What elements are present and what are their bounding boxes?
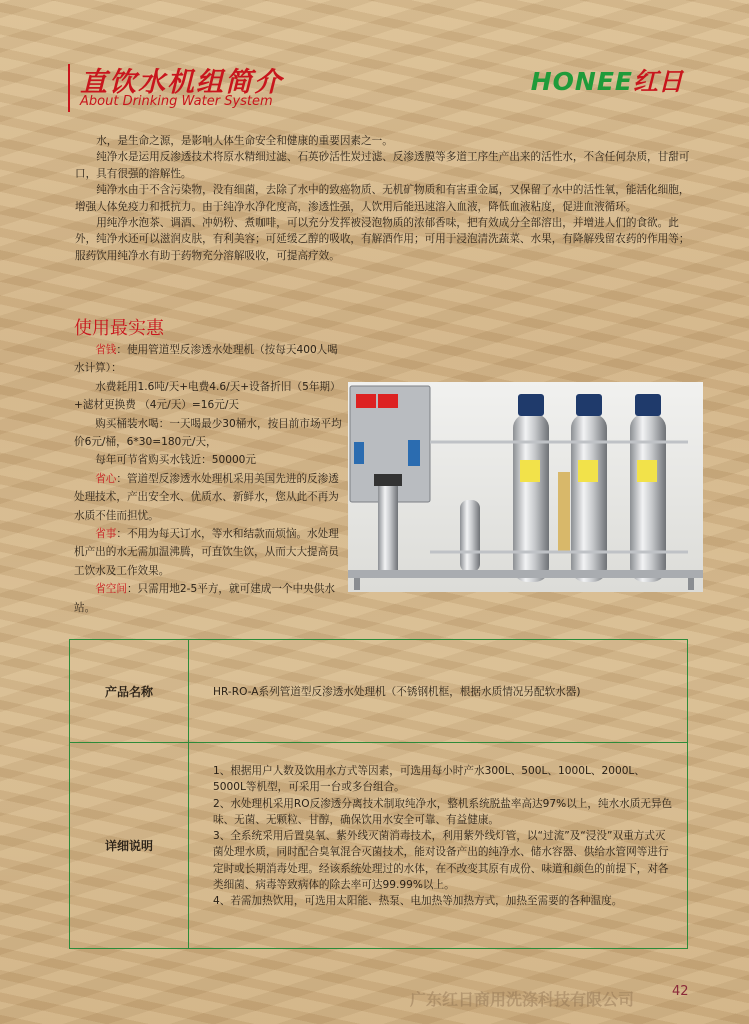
detail-item: 4、若需加热饮用，可选用太阳能、热泵、电加热等加热方式，加热至需要的各种温度。 <box>213 895 623 908</box>
brand-logo-en: HONEE <box>530 67 633 96</box>
detail-item: 1、根据用户人数及饮用水方式等因素，可选用每小时产水300L、500L、1000L、2000L、5000L等机型，可采用一台或多台组合。 <box>213 765 645 794</box>
cost-line: 水费耗用1.6吨/天+电费4.6/天+设备折旧（5年期）+滤材更换费 （4元/天）=16元/天 <box>74 380 341 412</box>
benefit-keyword: 省空间 <box>95 583 127 596</box>
benefit-save-effort <box>74 525 342 580</box>
benefit-keyword: 省事 <box>95 528 117 541</box>
details-value <box>189 743 688 949</box>
intro-paragraph: 用纯净水泡茶、调酒、冲奶粉、煮咖啡，可以充分发挥被浸泡物质的浓郁香味，把有效成分全部溶出，并增进人们的食欲。此外，纯净水还可以滋润皮肤，有利美容；可延缓乙醇的吸收，有解酒作用；可用于浸泡清洗蔬菜、水果，有降解残留农药的作用等；服药饮用纯净水有助于药物充分溶解吸收，可提高疗效。 <box>75 217 690 262</box>
intro-paragraph: 纯净水是运用反渗透技术将原水精细过滤、石英砂活性炭过滤、反渗透膜等多道工序生产出来的活性水，不含任何杂质，甘甜可口，具有很强的溶解性。 <box>75 151 690 180</box>
table-row <box>70 743 688 949</box>
intro-paragraph: 水，是生命之源，是影响人体生命安全和健康的重要因素之一。 <box>96 135 393 147</box>
benefit-save-space <box>74 580 342 617</box>
benefit-text: ：使用管道型反渗透水处理机（按每天400人喝水计算）： <box>74 344 338 375</box>
detail-item: 3、全系统采用后置臭氧、紫外线灭菌消毒技术，利用紫外线灯管，以“过流”及“浸没”双重方式灭菌处理水质，同时配合臭氧混合灭菌技术，能对设备产出的纯净水、储水容器、供给水管网等进行定时或长期消毒处理。经该系统处理过的水体，在不改变其原有成份、味道和颜色的前提下，对各类细菌、病毒等致病体的除去率可达99.99%以上。 <box>213 830 669 892</box>
benefits-list <box>74 341 342 617</box>
benefit-save-worry <box>74 470 342 525</box>
intro-paragraph: 纯净水由于不含污染物，没有细菌，去除了水中的致癌物质、无机矿物质和有害重金属，又保留了水中的活性氧，能活化细胞，增强人体免疫力和抵抗力。由于纯净水净化度高，渗透性强，人饮用后能迅速溶入血液，降低血液粘度，促进血液循环。 <box>75 184 690 213</box>
benefit-text: ：管道型反渗透水处理机采用美国先进的反渗透处理技术，产出安全水、优质水、新鲜水，您从此不再为水质不佳而担忧。 <box>74 472 339 522</box>
intro-text <box>75 133 700 264</box>
detail-item: 2、水处理机采用RO反渗透分离技术制取纯净水，整机系统脱盐率高达97%以上，纯水水质无异色味、无菌、无颗粒、甘醇，确保饮用水安全可靠、有益健康。 <box>213 797 673 826</box>
cost-line: 每年可节省购买水钱近：50000元 <box>95 454 257 467</box>
benefit-save-money <box>74 341 342 378</box>
benefit-keyword: 省心 <box>95 472 117 485</box>
table-row <box>70 640 688 743</box>
benefit-text: ：不用为每天订水，等水和结款而烦恼。水处理机产出的水无需加温沸腾，可直饮生饮，从而大大提高员工饮水及工作效果。 <box>74 528 339 577</box>
cost-line: 购买桶装水喝：一天喝最少30桶水，按目前市场平均价6元/桶，6*30=180元/天， <box>74 417 342 449</box>
benefit-keyword: 省钱 <box>95 344 117 356</box>
spec-table <box>69 639 688 949</box>
page-title: 直饮水机组简介 <box>80 67 283 98</box>
water-treatment-machine-image <box>348 382 703 592</box>
product-name-label: 产品名称 <box>70 640 189 743</box>
footer-company-watermark: 广东红日商用洗涤科技有限公司 <box>410 990 635 1009</box>
benefit-text: ：只需用地2-5平方，就可建成一个中央供水站。 <box>74 583 335 614</box>
details-label: 详细说明 <box>70 743 189 949</box>
section-title: 使用最实惠 <box>74 318 164 339</box>
product-name-value: HR-RO-A系列管道型反渗透水处理机（不锈钢机框，根据水质情况另配软水器) <box>189 640 688 743</box>
page-subtitle: About Drinking Water System <box>80 94 273 109</box>
header-accent-bar <box>68 64 70 112</box>
brand-logo <box>531 62 683 98</box>
page-number: 42 <box>672 984 689 999</box>
brand-logo-cn: 红日 <box>632 67 683 96</box>
